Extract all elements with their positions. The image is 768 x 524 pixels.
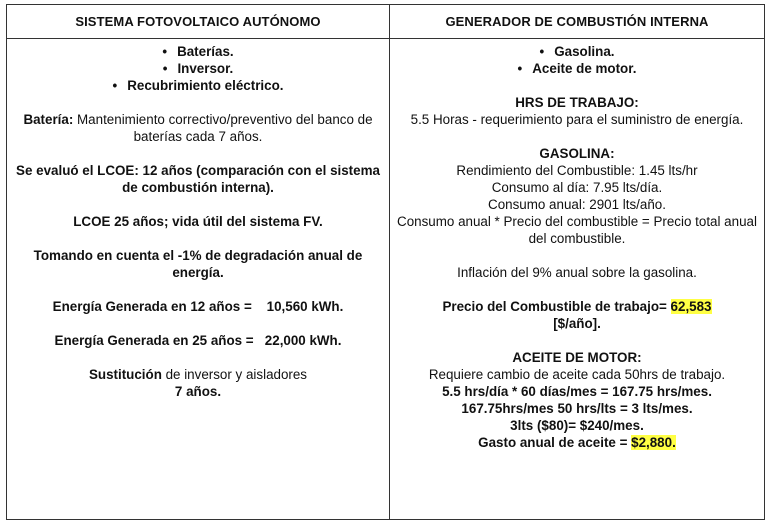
energy-12-label: Energía Generada en 12 años = — [52, 299, 252, 314]
battery-label: Batería: — [23, 112, 74, 127]
battery-text: Mantenimiento correctivo/preventivo del banco de baterías cada 7 años. — [73, 112, 373, 144]
gas-line: Consumo al día: 7.95 lts/día. — [491, 180, 663, 195]
header-right: GENERADOR DE COMBUSTIÓN INTERNA — [390, 5, 765, 39]
list-item: • Inversor. — [13, 60, 383, 77]
battery-paragraph — [13, 111, 383, 145]
comparison-table — [6, 4, 765, 520]
energy-12-value: 10,560 kWh. — [266, 299, 344, 314]
list-item: • Baterías. — [13, 43, 383, 60]
replacement-years: 7 años. — [174, 384, 222, 399]
oil-cost-label: Gasto anual de aceite = — [478, 435, 632, 450]
replacement-text: de inversor y aisladores — [161, 367, 308, 382]
energy-25-line — [13, 332, 383, 349]
left-column — [7, 39, 390, 520]
oil-cost-value: $2,880. — [631, 435, 676, 450]
gas-title: GASOLINA: — [539, 146, 615, 161]
left-bullet-list — [13, 43, 383, 94]
right-bullet-list — [396, 43, 758, 77]
degradation-text: Tomando en cuenta el -1% de degradación anual de energía. — [33, 248, 363, 280]
energy-12-line — [13, 298, 383, 315]
oil-text: Requiere cambio de aceite cada 50hrs de trabajo. — [428, 367, 726, 382]
list-item: • Aceite de motor. — [396, 60, 758, 77]
oil-line: 3lts ($80)= $240/mes. — [510, 418, 644, 433]
replacement-bold: Sustitución — [88, 367, 162, 382]
gas-line: Consumo anual * Precio del combustible = Precio total anual del combustible. — [397, 214, 757, 246]
fuel-price-label: Precio del Combustible de trabajo= — [442, 299, 671, 314]
inflation-text: Inflación del 9% anual sobre la gasolina. — [457, 265, 697, 280]
fuel-price-line — [396, 298, 758, 315]
oil-line: 167.75hrs/mes 50 hrs/lts = 3 lts/mes. — [461, 401, 693, 416]
list-item: • Gasolina. — [396, 43, 758, 60]
lcoe-12-text: Se evaluó el LCOE: 12 años (comparación con el sistema de combustión interna). — [16, 163, 380, 195]
gas-line: Rendimiento del Combustible: 1.45 lts/hr — [456, 163, 698, 178]
fuel-price-value: 62,583 — [670, 299, 712, 314]
list-item: • Recubrimiento eléctrico. — [13, 77, 383, 94]
hours-text: 5.5 Horas - requerimiento para el suministro de energía. — [410, 112, 744, 127]
energy-25-value: 22,000 kWh. — [264, 333, 342, 348]
right-column — [390, 39, 765, 520]
gas-line: Consumo anual: 2901 lts/año. — [488, 197, 666, 212]
oil-line: 5.5 hrs/día * 60 días/mes = 167.75 hrs/mes. — [442, 384, 712, 399]
header-left: SISTEMA FOTOVOLTAICO AUTÓNOMO — [7, 5, 390, 39]
fuel-price-unit: [$/año]. — [553, 316, 601, 331]
hours-title: HRS DE TRABAJO: — [515, 95, 639, 110]
energy-25-label: Energía Generada en 25 años = — [54, 333, 254, 348]
oil-cost-line — [396, 434, 758, 451]
lcoe-25-text: LCOE 25 años; vida útil del sistema FV. — [73, 214, 323, 229]
oil-title: ACEITE DE MOTOR: — [512, 350, 642, 365]
replacement-line — [13, 366, 383, 383]
